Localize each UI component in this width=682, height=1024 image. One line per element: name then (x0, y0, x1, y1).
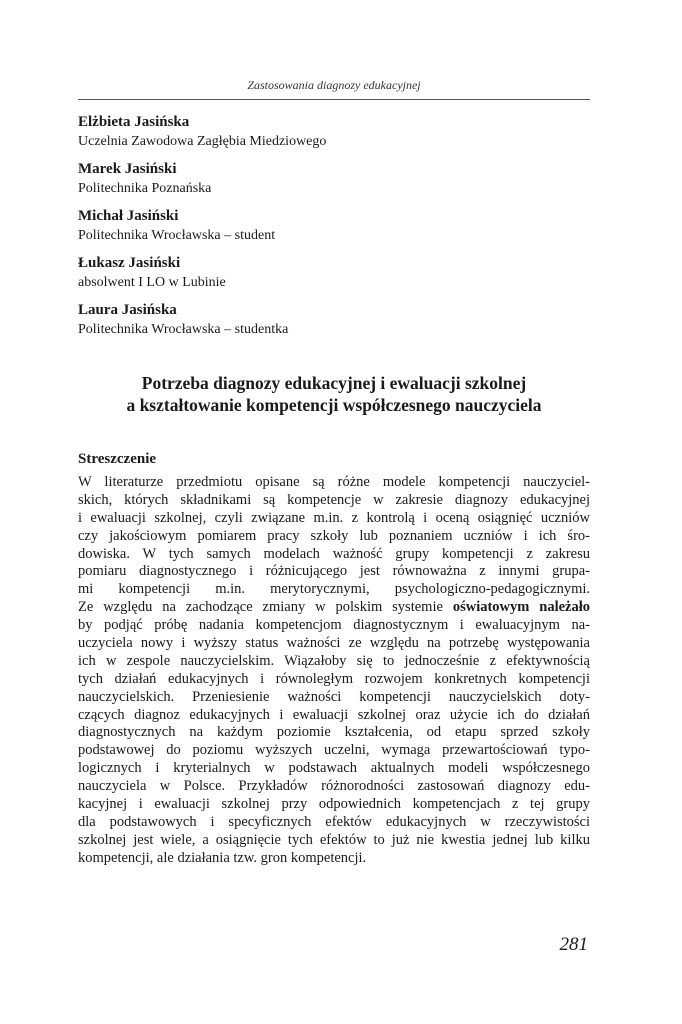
running-head: Zastosowania diagnozy edukacyjnej (247, 78, 421, 92)
abstract-line-text: Ze względu na zachodzące zmiany w polskim systemie (78, 599, 453, 616)
author-entry (78, 113, 590, 160)
authors-list (78, 113, 590, 348)
author-name: Marek Jasiński (78, 161, 177, 177)
abstract-line: nauczyciela w Polsce. Przykładów różnorodności zastosowań diagnozy edu- (78, 778, 590, 795)
abstract-line: kacyjnej i ewaluacji szkolnej przy odpowiednich kompetencjach z tej grupy (78, 796, 590, 813)
abstract-line: diagnostycznych na każdym poziomie kształcenia, od etapu sprzed szkoły (78, 724, 590, 741)
header-rule (78, 99, 590, 100)
paper-title (78, 372, 590, 416)
author-entry (78, 207, 590, 254)
author-affiliation: Uczelnia Zawodowa Zagłębia Miedziowego (78, 134, 327, 149)
abstract-line (78, 599, 590, 617)
author-affiliation: absolwent I LO w Lubinie (78, 275, 226, 290)
paper-title-line: a kształtowanie kompetencji współczesnego nauczyciela (126, 395, 542, 415)
abstract-line: logicznych i kryterialnych w podstawach aktualnych modeli współczesnego (78, 760, 590, 777)
author-entry (78, 301, 590, 348)
author-name: Łukasz Jasiński (78, 255, 181, 271)
abstract-line: dla podstawowych i specyficznych efektów edukacyjnych w rzeczywistości (78, 813, 590, 830)
abstract-line: dowiska. W tych samych modelach ważność grupy kompetencji z zakresu (78, 545, 590, 562)
section-heading: Streszczenie (78, 451, 157, 467)
author-entry (78, 160, 590, 207)
abstract-line: ich w zespole nauczycielskim. Wiązałoby się to jednocześnie z efektywnością (78, 652, 590, 669)
author-entry (78, 254, 590, 301)
abstract-line: uczyciela nowy i wyższy status ważności ze względu na potrzebę występowania (78, 635, 590, 652)
abstract-line: podstawowej do poziomu wyższych uczelni, wymaga przewartościowań typo- (78, 742, 590, 759)
abstract-line: W literaturze przedmiotu opisane są różne modele kompetencji nauczyciel- (78, 474, 590, 490)
abstract-line: i ewaluacji szkolnej, czyli związane m.in. z kontrolą i oceną osiągnięć uczniów (78, 509, 590, 526)
author-affiliation: Politechnika Wrocławska – studentka (78, 322, 289, 337)
abstract-line: nauczycielskich. Przeniesienie ważności kompetencji nauczycielskich doty- (78, 688, 590, 705)
page-number: 281 (559, 934, 588, 955)
bold-phrase: oświatowym należało (452, 599, 591, 616)
abstract-line: czących diagnoz edukacyjnych i ewaluacji szkolnej oraz użycie ich do działań (78, 706, 590, 723)
abstract-line: szkolnej jest wiele, a osiągnięcie tych efektów to już nie kwestia jednej lub kilku (78, 831, 590, 848)
abstract-line: skich, których składnikami są kompetencje w zakresie diagnozy edukacyjnej (78, 491, 590, 508)
abstract-line: pomiaru diagnostycznego i różnicującego jest równoważna z innymi grupa- (78, 563, 590, 580)
author-name: Michał Jasiński (78, 208, 179, 224)
abstract-line: by podjąć próbę nadania kompetencjom diagnostycznym i ewaluacyjnym na- (78, 617, 590, 634)
author-affiliation: Politechnika Poznańska (78, 181, 212, 196)
abstract-line: tych działań edukacyjnych i równoległym rozwojem konkretnych kompetencji (78, 670, 590, 687)
abstract-line: czy jakościowym pomiarem pracy szkoły lub poznaniem uczniów i ich śro- (78, 527, 590, 544)
abstract-body (78, 474, 590, 868)
author-name: Laura Jasińska (78, 302, 177, 318)
abstract-line: kompetencji, ale działania tzw. gron kompetencji. (78, 849, 367, 866)
abstract-line: mi kompetencji m.in. merytorycznymi, psychologiczno-pedagogicznymi. (78, 581, 590, 598)
author-name: Elżbieta Jasińska (78, 114, 190, 130)
paper-title-line: Potrzeba diagnozy edukacyjnej i ewaluacji szkolnej (141, 373, 527, 393)
author-affiliation: Politechnika Wrocławska – student (78, 228, 276, 243)
